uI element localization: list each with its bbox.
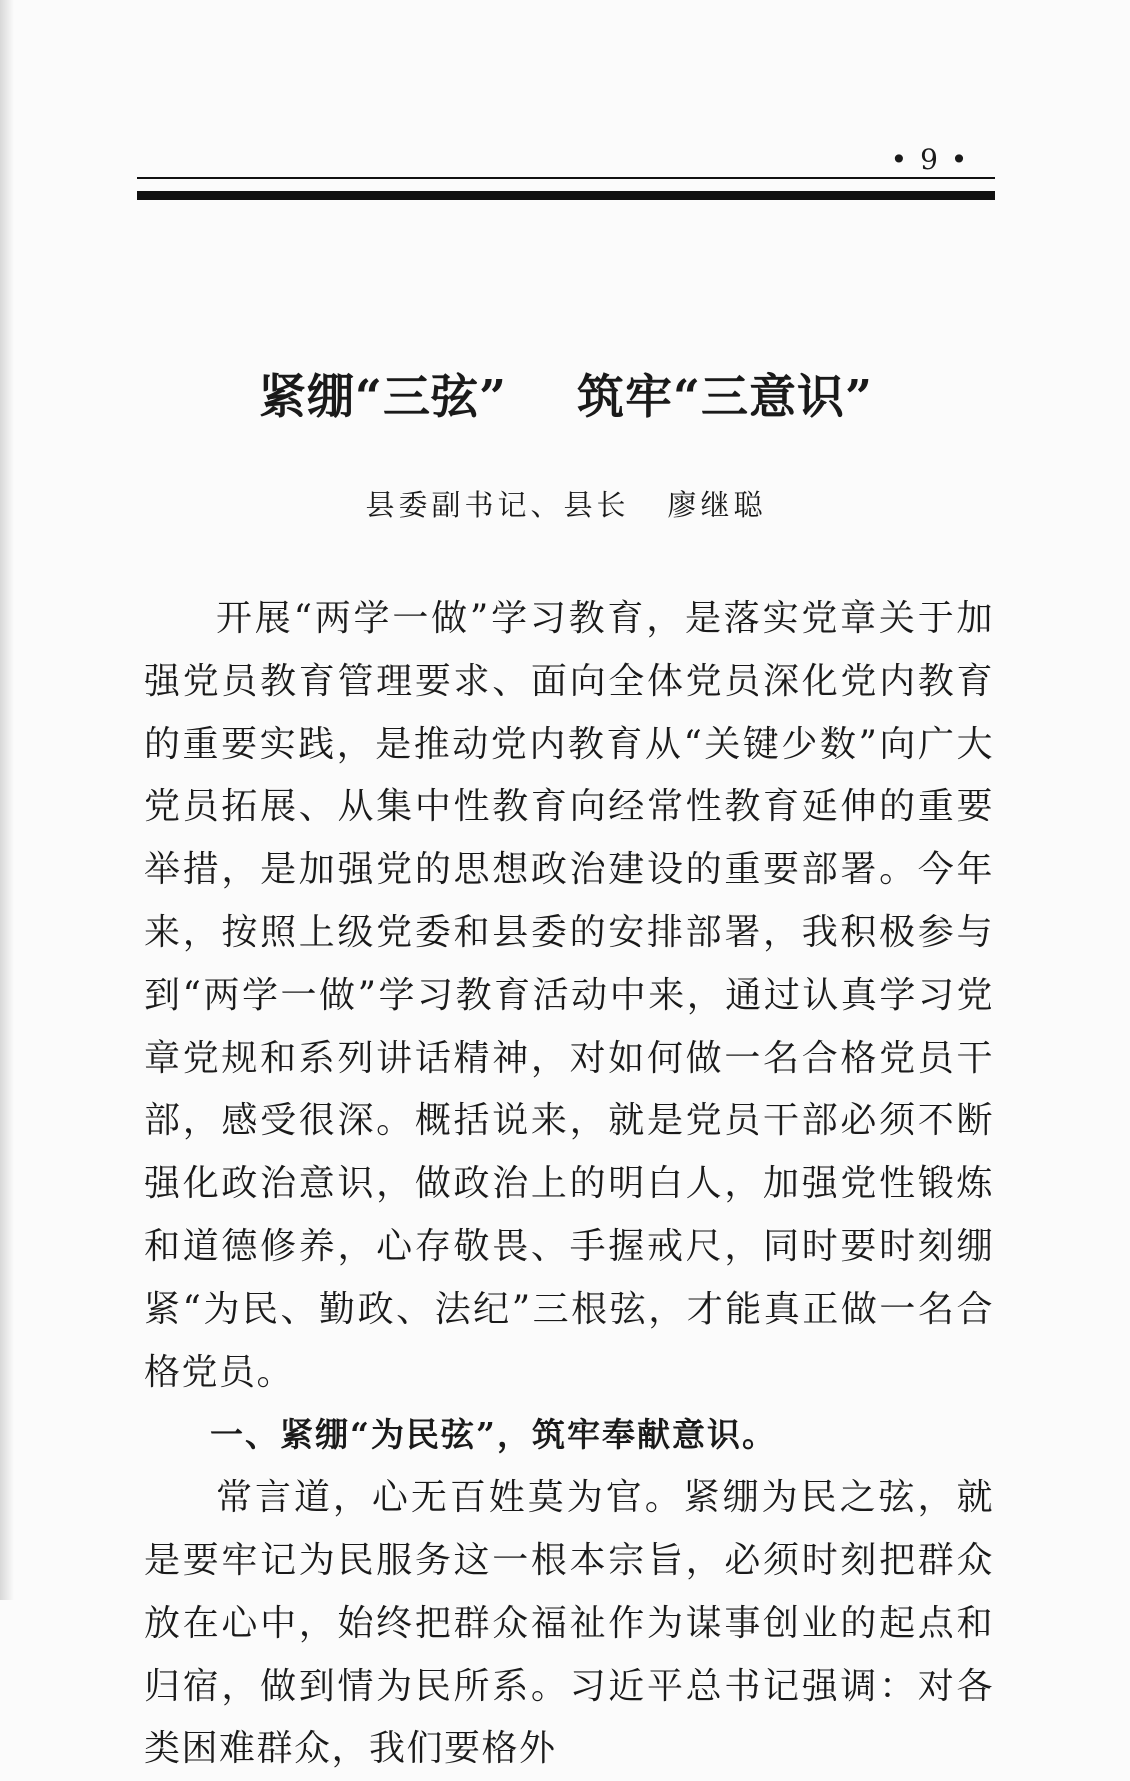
header-rule-thick (137, 191, 995, 200)
article-title (137, 360, 995, 427)
article-body (144, 588, 994, 1781)
author-byline (137, 483, 995, 524)
body-paragraph: 常言道，心无百姓莫为官。紧绷为民之弦，就是要牢记为民服务这一根本宗旨，必须时刻把群众放在心中，始终把群众福祉作为谋事创业的起点和归宿，做到情为民所系。习近平总书记强调：对各类困难群众，我们要格外 (144, 1477, 994, 1770)
body-paragraph: 开展“两学一做”学习教育，是落实党章关于加强党员教育管理要求、面向全体党员深化党内教育的重要实践，是推动党内教育从“关键少数”向广大党员拓展、从集中性教育向经常性教育延伸的重要举措，是加强党的思想政治建设的重要部署。今年来，按照上级党委和县委的安排部署，我积极参与到“两学一做”学习教育活动中来，通过认真学习党章党规和系列讲话精神，对如何做一名合格党员干部，感受很深。概括说来，就是党员干部必须不断强化政治意识，做政治上的明白人，加强党性锻炼和道德修养，心存敬畏、手握戒尺，同时要时刻绷紧“为民、勤政、法纪”三根弦，才能真正做一名合格党员。 (144, 598, 994, 1393)
scan-edge (0, 0, 14, 1600)
section-heading: 一、紧绷“为民弦”，筑牢奉献意识。 (210, 1415, 777, 1455)
title-part-2: 筑牢“三意识” (577, 370, 874, 425)
title-part-1: 紧绷“三弦” (258, 370, 507, 425)
author-role: 县委副书记、县长 (365, 488, 630, 522)
author-name: 廖继聪 (667, 488, 767, 522)
header-rule-thin (137, 177, 995, 179)
page-number: • 9 • (890, 143, 970, 176)
